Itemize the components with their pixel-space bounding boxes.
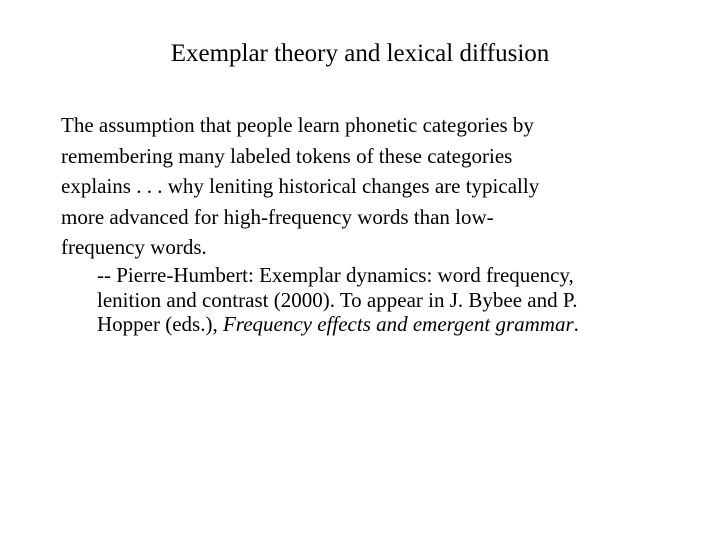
slide-title: Exemplar theory and lexical diffusion — [170, 40, 550, 67]
quote-line: The assumption that people learn phonetic categories by — [61, 113, 534, 137]
quote-body — [61, 110, 661, 263]
quote-line: frequency words. — [61, 235, 207, 259]
citation-line-2: lenition and contrast (2000). To appear in J. Bybee and P. — [97, 287, 578, 312]
quote-line: explains . . . why leniting historical changes are typically — [61, 174, 540, 198]
citation-book-title: Frequency effects and emergent grammar — [222, 312, 574, 336]
quote-line: remembering many labeled tokens of these categories — [61, 143, 513, 168]
citation-line-1: -- Pierre-Humbert: Exemplar dynamics: word frequency, — [97, 263, 574, 287]
quote-line: more advanced for high-frequency words than low- — [61, 204, 494, 229]
citation — [97, 263, 697, 337]
citation-editors: Hopper (eds.), — [97, 312, 223, 336]
citation-line-3 — [97, 312, 697, 337]
citation-end-punct: . — [573, 312, 579, 336]
